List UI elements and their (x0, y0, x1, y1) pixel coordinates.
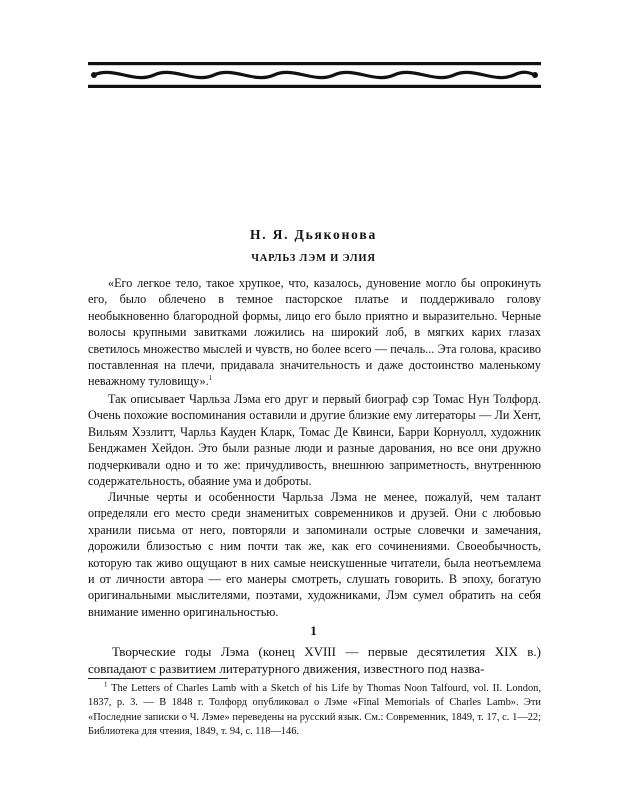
quote-text: «Его легкое тело, такое хрупкое, что, казалось, дуновение могло бы опрокинуть его, было облечено в темное пасторское платье и поддерживало голову необыкновенно благородной формы, лицо его было приятно и выразительно. Черные волосы крупными завитками ложились на широкий лоб, в мягких карих глазах светилось множество мыслей и чувств, но более всего — печаль... Эта голова, красиво поставленная на плечи, придавала значительность и даже достоинство маленькому неважному туловищу». (88, 276, 541, 389)
opening-quote (88, 275, 541, 390)
section-number: 1 (310, 623, 317, 638)
footnote-ref: 1 (208, 374, 213, 383)
paragraph-3 (88, 489, 541, 620)
paragraph-2-text: Так описывает Чарльза Лэма его друг и первый биограф сэр Томас Нун Толфорд. Очень похожие воспоминания оставили и другие близкие ему литераторы — Ли Хент, Вильям Хэзлитт, Чарльз Кауден Кларк, Томас Де Квинси, Барри Корнуолл, художник Бенджамен Хейдон. Это были разные люди и разные дарования, но все они дружно подчеркивали одно и то же: причудливость, внешнюю заприметность, внутреннюю содержательность, обаяние ума и доброты. (88, 392, 541, 489)
author-name: Н. Я. Дьяконова (249, 227, 378, 242)
paragraph-4 (88, 643, 541, 677)
paragraph-3-text: Личные черты и особенности Чарльза Лэма не менее, пожалуй, чем талант определяли его место среди знаменитых современников и друзей. Они с любовью хранили письма от него, повторяли и запоминали острые словечки и замечания, дорожили близостью с ним почти так же, как его сочинениями. Своеобычность, которую так живо ощущают в них самые неискушенные читатели, была неотъемлема и от личности автора — его манеры смотреть, слушать говорить. В эпоху, богатую оригинальными мыслителями, поэтами, художниками, Лэм сумел обратить на себя внимание именно оригинальностью. (88, 490, 541, 619)
paragraph-2 (88, 391, 541, 489)
ornamental-header-rule (88, 62, 541, 88)
article-title: ЧАРЛЬЗ ЛЭМ И ЭЛИЯ (251, 253, 376, 264)
footnote-text: The Letters of Charles Lamb with a Sketch of his Life by Thomas Noon Talfourd, vol. II. London, 1837, p. 3. — В 1848 г. Толфорд опубликовал о Лэме «Final Memorials of Charles Lamb». Эти «Последние записки о Ч. Лэме» переведены на русский язык. См.: Современник, 1849, т. 17, с. 1—22; Библиотека для чтения, 1849, т. 94, с. 118—146. (88, 683, 541, 738)
paragraph-4-text: Творческие годы Лэма (конец XVIII — первые десятилетия XIX в.) совпадают с развитием литературного движения, известного под назва- (88, 644, 541, 676)
footnote-divider (88, 678, 228, 679)
footnote (88, 682, 541, 740)
footnote-mark: 1 (104, 680, 108, 689)
